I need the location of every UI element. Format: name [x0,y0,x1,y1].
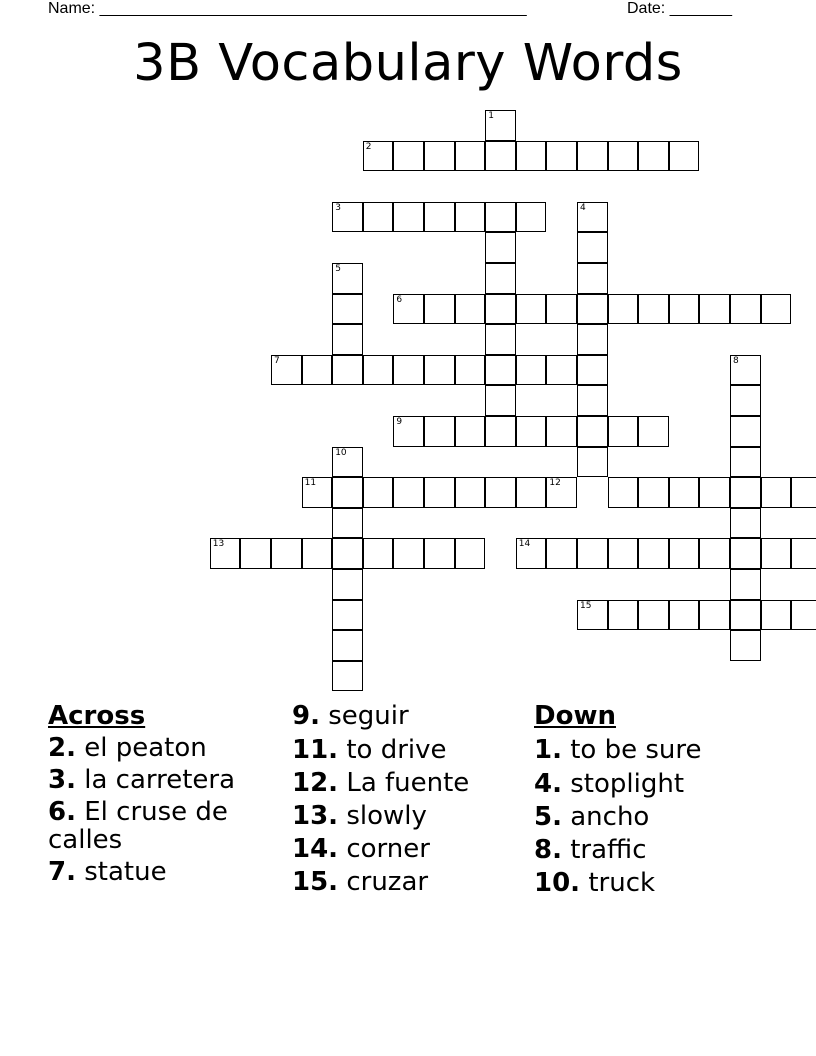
grid-cell[interactable] [455,294,486,325]
grid-cell[interactable] [546,294,577,325]
grid-cell[interactable] [546,416,577,447]
clue-number: 4. [534,769,562,799]
clue-number: 10. [534,868,581,898]
grid-cell[interactable] [638,538,669,569]
grid-cell[interactable] [393,538,424,569]
clue-number: 2. [48,733,76,763]
grid-cell[interactable] [516,477,547,508]
grid-cell[interactable] [577,141,608,172]
grid-cell[interactable] [332,538,363,569]
grid-cell[interactable] [485,416,516,447]
grid-cell[interactable] [608,294,639,325]
grid-cell[interactable] [455,141,486,172]
grid-cell[interactable] [516,355,547,386]
grid-cell[interactable] [393,202,424,233]
grid-cell[interactable] [424,538,455,569]
clue-text: stoplight [570,769,685,799]
name-field-label: Name: ________________________________________________ [48,0,527,17]
grid-cell[interactable] [363,355,394,386]
grid-cell[interactable] [730,508,761,539]
grid-cell[interactable] [638,600,669,631]
clue-number-label: 10 [335,447,347,458]
grid-cell[interactable] [302,477,333,508]
clue-across-15 [292,866,522,898]
clue-number: 9. [292,701,320,731]
page-title: 3B Vocabulary Words [133,34,683,93]
grid-cell[interactable] [332,355,363,386]
grid-cell[interactable] [332,324,363,355]
grid-cell[interactable] [669,600,700,631]
grid-cell[interactable] [363,202,394,233]
grid-cell[interactable] [332,447,363,478]
grid-cell[interactable] [638,477,669,508]
clue-number-label: 2 [365,141,372,152]
grid-cell[interactable] [669,141,700,172]
clue-text: el peaton [84,733,207,763]
clue-number-label: 7 [274,355,280,366]
grid-cell[interactable] [485,202,516,233]
clue-number-label: 12 [549,478,561,489]
grid-cell[interactable] [332,630,363,661]
grid-cell[interactable] [302,538,333,569]
grid-cell[interactable] [577,294,608,325]
grid-cell[interactable] [332,294,363,325]
across-clues-column [48,700,278,888]
clue-text: El cruse de calles [48,797,228,855]
clue-across-14 [292,833,522,865]
clue-number-label: 1 [488,111,494,121]
grid-cell[interactable] [638,294,669,325]
clue-number-label: 11 [304,478,317,489]
grid-cell[interactable] [332,569,363,600]
grid-cell[interactable] [730,447,761,478]
grid-cell[interactable] [669,477,700,508]
grid-cell[interactable] [546,141,577,172]
grid-cell[interactable] [332,477,363,508]
grid-cell[interactable] [332,600,363,631]
clue-across-12 [292,767,522,799]
clue-number: 8. [534,835,562,865]
grid-cell[interactable] [485,324,516,355]
grid-cell[interactable] [761,600,792,631]
grid-cell[interactable] [577,416,608,447]
clue-text: seguir [328,701,409,731]
grid-cell[interactable] [791,538,816,569]
clue-across-7 [48,856,278,888]
grid-cell[interactable] [393,355,424,386]
clue-number-label: 14 [518,539,531,550]
grid-cell[interactable] [271,355,302,386]
grid-cell[interactable] [332,661,363,692]
grid-cell[interactable] [638,416,669,447]
grid-cell[interactable] [669,294,700,325]
grid-cell[interactable] [577,385,608,416]
grid-cell[interactable] [730,385,761,416]
grid-cell[interactable] [516,416,547,447]
clue-down-5 [534,801,794,833]
grid-cell[interactable] [608,416,639,447]
clue-text: to be sure [570,735,702,765]
grid-cell[interactable] [577,324,608,355]
clue-number: 13. [292,801,339,831]
grid-cell[interactable] [608,141,639,172]
grid-cell[interactable] [363,141,394,172]
grid-cell[interactable] [699,538,730,569]
clue-text: La fuente [346,768,470,798]
grid-cell[interactable] [424,202,455,233]
grid-cell[interactable] [485,385,516,416]
grid-cell[interactable] [730,355,761,386]
down-heading: Down [534,701,616,731]
clue-number: 14. [292,834,339,864]
clue-down-8 [534,834,794,866]
grid-cell[interactable] [485,294,516,325]
grid-cell[interactable] [424,477,455,508]
grid-cell[interactable] [485,110,516,141]
clue-across-2 [48,732,278,764]
clue-number-label: 13 [212,539,225,550]
clue-across-13 [292,800,522,832]
grid-cell[interactable] [271,538,302,569]
clue-down-4 [534,768,794,800]
across-heading: Across [48,701,146,731]
grid-cell[interactable] [485,263,516,294]
clue-number-label: 9 [396,417,403,427]
grid-cell[interactable] [730,600,761,631]
grid-cell[interactable] [363,538,394,569]
clue-number: 12. [292,768,339,798]
clue-text: corner [346,834,430,864]
clue-number: 5. [534,802,562,832]
grid-cell[interactable] [730,416,761,447]
grid-cell[interactable] [577,538,608,569]
clue-text: traffic [570,835,647,865]
across-clues-column-continued [292,700,522,898]
grid-cell[interactable] [393,141,424,172]
grid-cell[interactable] [393,477,424,508]
grid-cell[interactable] [577,600,608,631]
grid-cell[interactable] [608,538,639,569]
grid-cell[interactable] [577,202,608,233]
grid-cell[interactable] [577,447,608,478]
grid-cell[interactable] [455,202,486,233]
grid-cell[interactable] [577,263,608,294]
grid-cell[interactable] [393,294,424,325]
grid-cell[interactable] [485,355,516,386]
grid-cell[interactable] [424,355,455,386]
grid-cell[interactable] [638,141,669,172]
grid-cell[interactable] [699,600,730,631]
clue-across-9 [292,700,522,732]
clue-across-6 [48,798,278,854]
clue-number: 15. [292,867,339,897]
grid-cell[interactable] [455,538,486,569]
clue-number: 3. [48,765,76,795]
date-field-label: Date: _______ [627,0,732,17]
grid-cell[interactable] [608,600,639,631]
clue-text: statue [84,857,167,887]
clue-text: slowly [346,801,427,831]
clue-across-3 [48,766,278,794]
grid-cell[interactable] [761,294,792,325]
grid-cell[interactable] [424,294,455,325]
clue-number-label: 6 [396,294,403,305]
clue-down-10 [534,867,794,899]
grid-cell[interactable] [791,477,816,508]
grid-cell[interactable] [240,538,271,569]
grid-cell[interactable] [730,630,761,661]
clue-text: la carretera [84,765,236,795]
grid-cell[interactable] [210,538,241,569]
down-clues-column [534,700,794,899]
clue-number: 1. [534,735,562,765]
grid-cell[interactable] [730,294,761,325]
clue-text: ancho [570,802,650,832]
grid-cell[interactable] [485,141,516,172]
grid-cell[interactable] [455,416,486,447]
clue-number-label: 8 [733,355,739,366]
grid-cell[interactable] [546,477,577,508]
grid-cell[interactable] [302,355,333,386]
grid-cell[interactable] [455,355,486,386]
clue-number-label: 4 [580,202,586,213]
grid-cell[interactable] [761,477,792,508]
grid-cell[interactable] [455,477,486,508]
grid-cell[interactable] [516,141,547,172]
grid-cell[interactable] [730,538,761,569]
grid-cell[interactable] [516,294,547,325]
grid-cell[interactable] [669,538,700,569]
grid-cell[interactable] [608,477,639,508]
grid-cell[interactable] [516,202,547,233]
clue-number: 11. [292,735,339,765]
grid-cell[interactable] [791,600,816,631]
grid-cell[interactable] [516,538,547,569]
clue-number-label: 15 [580,600,592,611]
clue-text: truck [588,868,656,898]
grid-cell[interactable] [332,263,363,294]
grid-cell[interactable] [761,538,792,569]
clue-down-1 [534,734,794,766]
grid-cell[interactable] [332,202,363,233]
grid-cell[interactable] [730,477,761,508]
grid-cell[interactable] [363,477,394,508]
grid-cell[interactable] [577,355,608,386]
clue-across-11 [292,734,522,766]
grid-cell[interactable] [699,477,730,508]
clue-text: cruzar [346,867,429,897]
grid-cell[interactable] [485,477,516,508]
grid-cell[interactable] [577,232,608,263]
clue-number-label: 5 [335,264,341,274]
grid-cell[interactable] [699,294,730,325]
grid-cell[interactable] [730,569,761,600]
grid-cell[interactable] [424,141,455,172]
grid-cell[interactable] [546,538,577,569]
clue-number-label: 3 [335,202,341,213]
clue-number: 7. [48,857,76,887]
grid-cell[interactable] [393,416,424,447]
grid-cell[interactable] [485,232,516,263]
clue-text: to drive [346,735,447,765]
grid-cell[interactable] [424,416,455,447]
grid-cell[interactable] [546,355,577,386]
grid-cell[interactable] [332,508,363,539]
clue-number: 6. [48,797,76,827]
